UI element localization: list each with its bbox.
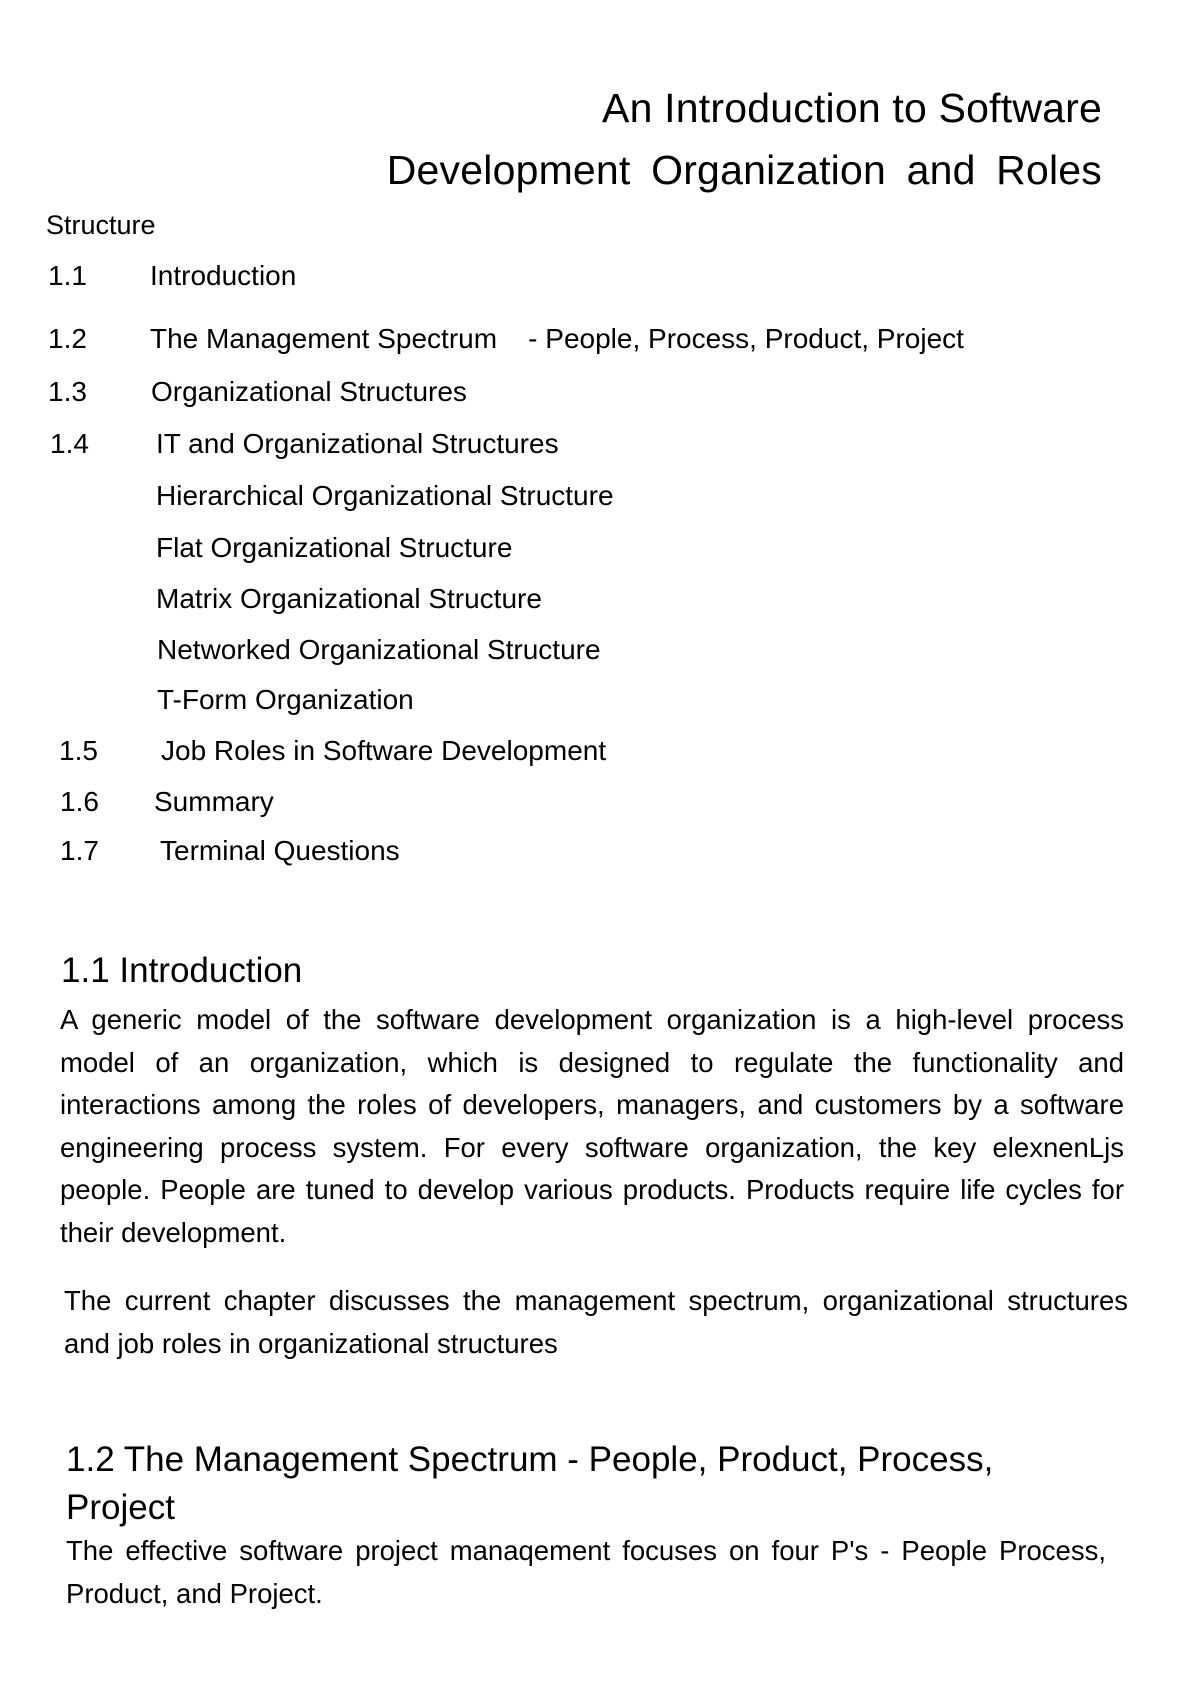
toc-item-text: T-Form Organization	[157, 684, 414, 715]
toc-item-number: 1.5	[59, 735, 98, 766]
toc-item-text: The Management Spectrum - People, Process, Product, Project	[150, 323, 964, 354]
toc-item-text: Terminal Questions	[160, 835, 400, 866]
toc-item-text: Summary	[154, 786, 274, 817]
toc-item-text: Hierarchical Organizational Structure	[156, 480, 614, 511]
toc-item-text: Organizational Structures	[151, 376, 467, 407]
toc-item-text: IT and Organizational Structures	[156, 428, 559, 459]
section-heading-introduction: 1.1 Introduction	[61, 951, 303, 990]
section-heading-management-spectrum: 1.2 The Management Spectrum - People, Product, Process, Project	[66, 1440, 994, 1527]
toc-item-text: Networked Organizational Structure	[157, 634, 601, 665]
toc-item-text: Job Roles in Software Development	[161, 735, 607, 766]
toc-item-text: Introduction	[150, 260, 297, 291]
toc-item-number: 1.1	[48, 260, 87, 291]
document-title-line-2: Development Organization and Roles	[386, 147, 1102, 193]
toc-item-number: 1.7	[60, 835, 99, 866]
toc-item-number: 1.2	[48, 323, 87, 354]
toc-item-number: 1.6	[60, 786, 99, 817]
document-title-line-1: An Introduction to Software	[602, 85, 1102, 131]
toc-item-number: 1.4	[50, 428, 89, 459]
intro-paragraph-1: A generic model of the software development organization is a high-level process model of an organization, which is designed to regulate the functionality and interactions among the roles of developers, managers, and customers by a software engineering process system. For every software organization, the key elexnenLjs people. People are tuned to develop various products. Products require life cycles for their development.	[60, 1004, 1124, 1248]
toc-item-text: Flat Organizational Structure	[156, 532, 513, 563]
toc-item-number: 1.3	[48, 376, 87, 407]
toc-item-text: Matrix Organizational Structure	[156, 583, 542, 614]
intro-paragraph-2: The current chapter discusses the management spectrum, organizational structures and job roles in organizational structures	[64, 1285, 1128, 1359]
management-spectrum-paragraph: The effective software project manaqement focuses on four P's - People Process, Product, and Project.	[66, 1535, 1106, 1609]
structure-label: Structure	[46, 210, 156, 240]
